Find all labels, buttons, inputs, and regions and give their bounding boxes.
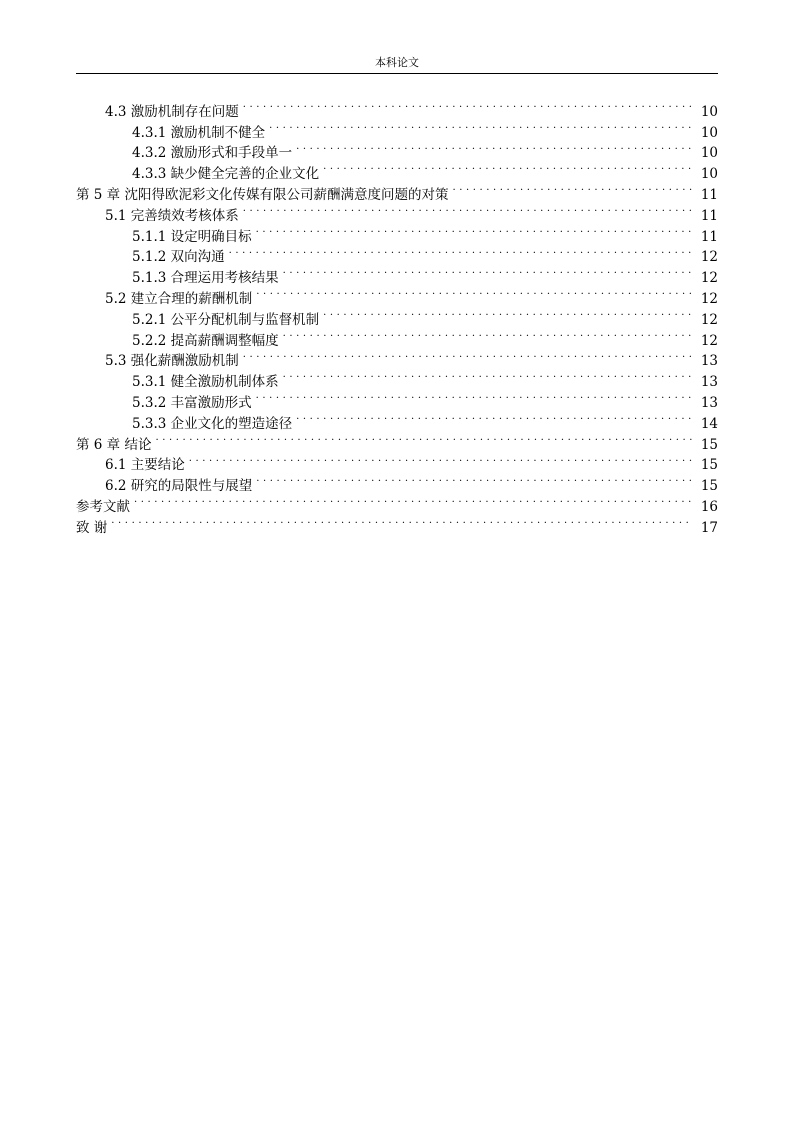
- toc-entry-title: 5.3.2 丰富激励形式: [132, 394, 252, 411]
- toc-leader-dots: [243, 199, 692, 220]
- toc-entry-page: 12: [700, 332, 718, 349]
- toc-leader-dots: [256, 386, 692, 407]
- toc-entry-title: 5.2 建立合理的薪酬机制: [105, 290, 253, 307]
- toc-entry-title: 4.3.1 激励机制不健全: [132, 124, 266, 141]
- toc-entry-title: 5.1.3 合理运用考核结果: [132, 270, 279, 287]
- page-header: 本科论文: [375, 56, 419, 69]
- toc-entry-page: 11: [700, 228, 718, 245]
- toc-entry-page: 10: [700, 103, 718, 120]
- toc-leader-dots: [452, 178, 692, 199]
- toc-entry-page: 10: [700, 145, 718, 162]
- toc-entry-page: 12: [700, 270, 718, 287]
- toc-leader-dots: [296, 137, 692, 158]
- toc-entry-title: 参考文献: [76, 498, 130, 515]
- toc-entry-title: 5.1 完善绩效考核体系: [105, 207, 239, 224]
- toc-entry-page: 12: [700, 249, 718, 266]
- toc-entry-title: 4.3.2 激励形式和手段单一: [132, 145, 293, 162]
- toc-leader-dots: [256, 220, 692, 241]
- toc-leader-dots: [283, 261, 692, 282]
- toc-entry-title: 6.1 主要结论: [105, 457, 185, 474]
- toc-leader-dots: [134, 490, 692, 511]
- toc-leader-dots: [283, 324, 692, 345]
- toc-leader-dots: [283, 365, 692, 386]
- header-rule: [76, 73, 718, 74]
- toc-leader-dots: [111, 511, 692, 532]
- toc-entry[interactable]: [76, 428, 718, 453]
- toc-leader-dots: [323, 303, 692, 324]
- table-of-contents: [76, 95, 718, 536]
- toc-entry-title: 5.3.3 企业文化的塑造途径: [132, 415, 293, 432]
- toc-entry[interactable]: [76, 449, 718, 474]
- toc-entry-page: 12: [700, 290, 718, 307]
- toc-entry-title: 5.1.1 设定明确目标: [132, 228, 252, 245]
- toc-entry-page: 10: [700, 166, 718, 183]
- toc-entry-title: 6.2 研究的局限性与展望: [105, 478, 253, 495]
- toc-entry-page: 15: [700, 436, 718, 453]
- toc-entry-page: 14: [700, 415, 718, 432]
- toc-entry-page: 12: [700, 311, 718, 328]
- toc-entry-title: 5.3.1 健全激励机制体系: [132, 374, 279, 391]
- toc-entry-page: 16: [700, 498, 718, 515]
- toc-entry-title: 4.3 激励机制存在问题: [105, 103, 239, 120]
- toc-entry-page: 17: [700, 519, 718, 536]
- toc-entry-title: 5.2.1 公平分配机制与监督机制: [132, 311, 320, 328]
- toc-leader-dots: [256, 469, 692, 490]
- toc-leader-dots: [243, 345, 692, 366]
- toc-entry-page: 11: [700, 207, 718, 224]
- toc-leader-dots: [229, 241, 692, 262]
- toc-entry-title: 5.1.2 双向沟通: [132, 249, 225, 266]
- toc-entry-page: 11: [700, 186, 718, 203]
- toc-entry-page: 13: [700, 394, 718, 411]
- toc-entry-page: 13: [700, 353, 718, 370]
- toc-entry-title: 5.3 强化薪酬激励机制: [105, 353, 239, 370]
- toc-entry-title: 5.2.2 提高薪酬调整幅度: [132, 332, 279, 349]
- toc-entry[interactable]: [76, 95, 718, 120]
- toc-leader-dots: [243, 95, 692, 116]
- toc-leader-dots: [256, 282, 692, 303]
- toc-leader-dots: [189, 449, 692, 470]
- toc-entry[interactable]: [76, 511, 718, 536]
- toc-leader-dots: [323, 157, 692, 178]
- toc-entry-page: 15: [700, 478, 718, 495]
- toc-entry-page: 10: [700, 124, 718, 141]
- toc-leader-dots: [296, 407, 692, 428]
- toc-entry-title: 4.3.3 缺少健全完善的企业文化: [132, 166, 320, 183]
- toc-entry-page: 15: [700, 457, 718, 474]
- toc-entry[interactable]: [76, 490, 718, 515]
- toc-leader-dots: [269, 116, 692, 137]
- toc-entry-title: 致 谢: [76, 519, 108, 536]
- toc-entry-title: 第 5 章 沈阳得欧泥彩文化传媒有限公司薪酬满意度问题的对策: [76, 186, 449, 203]
- toc-leader-dots: [155, 428, 692, 449]
- toc-entry-title: 第 6 章 结论: [76, 436, 152, 453]
- toc-entry-page: 13: [700, 374, 718, 391]
